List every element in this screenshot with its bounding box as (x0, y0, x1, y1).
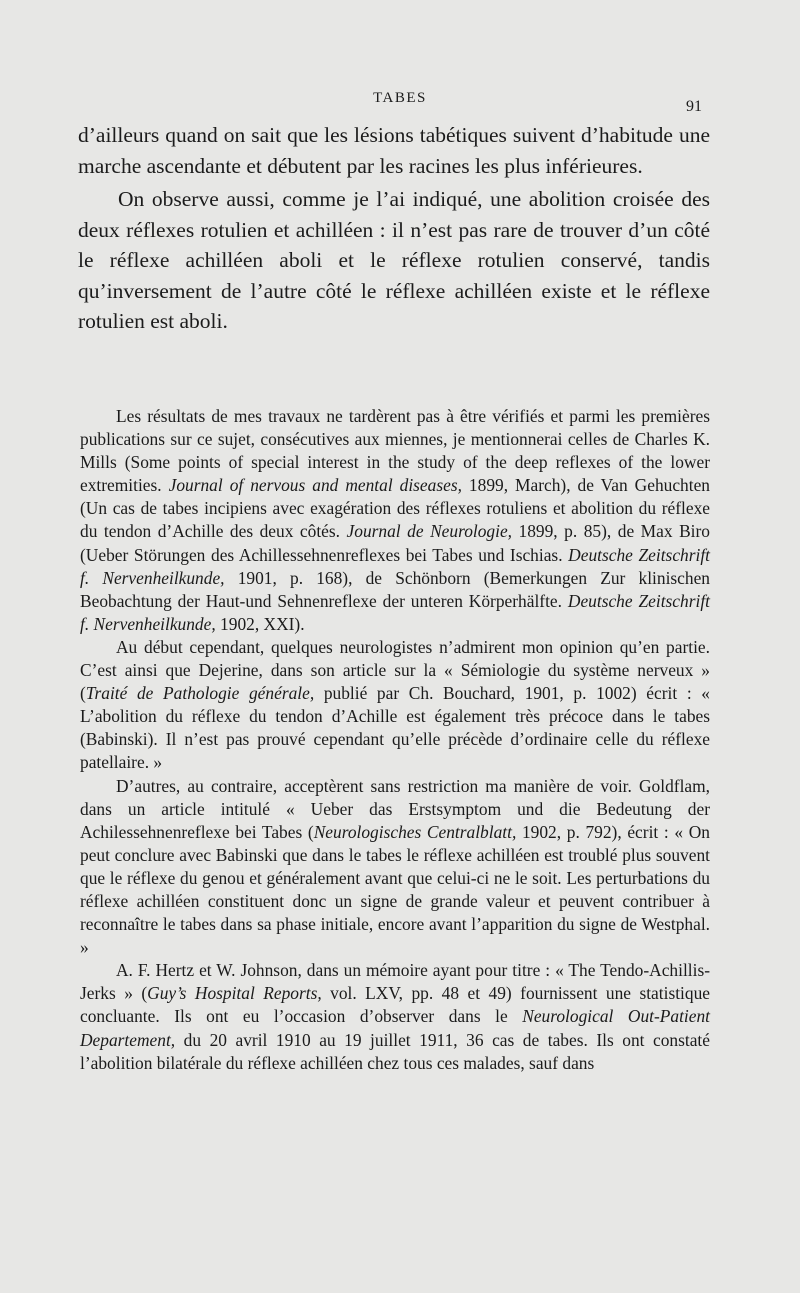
text-span: 1902, p. 792), écrit : « On peut conclure avec Babinski que dans le tabes le réflexe achilléen est troublé plus souvent que le réflexe du genou et généralement avant que celui-ci ne le soit. Les perturbations du réflexe achilléen constituent donc un signe de grande valeur et peuvent contribuer à reconnaître le tabes dans sa phase initiale, encore avant l’apparition du signe de Westphal. » (80, 821, 710, 958)
journal-title: Deutsche Zeitschrift f. Nervenheilkunde, (80, 590, 710, 634)
journal-title: Guy’s Hospital Reports, (147, 983, 322, 1004)
text-span: publié par Ch. Bouchard, 1901, p. 1002) écrit : « L’abolition du réflexe du tendon d’Achille est également très précoce dans le tabes (Babinski). Il n’est pas prouvé cependant qu’elle précède d’ordinaire celle du réflexe patellaire. » (80, 683, 710, 773)
text-span: 1899, March), de Van Gehuchten (Un cas de tabes incipiens avec exagération des réflexes rotuliens et abolition du réflexe du tendon d’Achille des deux côtés. (80, 475, 711, 542)
paragraph-publications (80, 405, 710, 636)
text-span: 1901, p. 168), de Schönborn (Bemerkungen Zur klinischen Beobachtung der Haut-und Sehnenreflexe der unteren Körperhälfte. (80, 567, 710, 611)
main-text-large (78, 120, 710, 337)
text-span: vol. LXV, pp. 48 et 49) fournissent une statistique concluante. Ils ont eu l’occasion d’observer dans le (80, 983, 710, 1027)
journal-title: Deutsche Zeitschrift f. Nervenheilkunde, (80, 544, 710, 588)
text-span: Au début cependant, quelques neurologistes n’admirent mon opinion qu’en partie. C’est ainsi que Dejerine, dans son article sur la « Sémiologie du système nerveux » ( (80, 636, 710, 704)
running-title: TABES (373, 90, 427, 106)
paragraph-crossed-abolition: On observe aussi, comme je l’ai indiqué, une abolition croisée des deux réflexes rotulien et achilléen : il n’est pas rare de trouver d’un côté le réflexe achilléen aboli et le réflexe rotulien conservé, tandis qu’inversement de l’autre côté le réflexe achilléen existe et le réflexe rotulien est aboli. (78, 187, 710, 333)
journal-title: Neurological Out-Patient Departement, (80, 1006, 710, 1050)
text-span: 1902, XXI). (215, 613, 305, 634)
page-number: 91 (686, 98, 702, 115)
text-span: Les résultats de mes travaux ne tardèrent pas à être vérifiés et parmi les premières publications sur ce sujet, consécutives aux miennes, je mentionnerai celles de Charles K. Mills (Some points of special interest in the study of the deep reflexes of the lower extremities. (80, 406, 710, 496)
journal-title: Journal de Neurologie, (346, 521, 513, 542)
journal-title: Traité de Pathologie générale, (85, 683, 315, 704)
paragraph-continuation: d’ailleurs quand on sait que les lésions tabétiques suivent d’habitude une marche ascendante et débutent par les racines les plus inférieures. (78, 123, 710, 178)
text-span: D’autres, au contraire, acceptèrent sans restriction ma manière de voir. Goldflam, dans un article intitulé « Ueber das Erstsymptom und die Bedeutung der Achilessehnenreflexe bei Tabes ( (80, 775, 710, 842)
paragraph-goldflam (80, 775, 710, 960)
text-span: 1899, p. 85), de Max Biro (Ueber Störungen des Achillessehnenreflexes bei Tabes und Ischias. (80, 521, 710, 565)
paragraph-hertz-johnson (80, 959, 710, 1074)
journal-title: Journal of nervous and mental diseases, (168, 475, 462, 496)
text-span: A. F. Hertz et W. Johnson, dans un mémoire ayant pour titre : « The Tendo-Achillis-Jerks » ( (80, 960, 710, 1004)
text-span: du 20 avril 1910 au 19 juillet 1911, 36 cas de tabes. Ils ont constaté l’abolition bilatérale du réflexe achilléen chez tous ces malades, sauf dans (80, 1029, 710, 1073)
paragraph-dejerine (80, 636, 710, 775)
main-text-small (80, 405, 710, 1075)
journal-title: Neurologisches Centralblatt, (313, 821, 517, 842)
